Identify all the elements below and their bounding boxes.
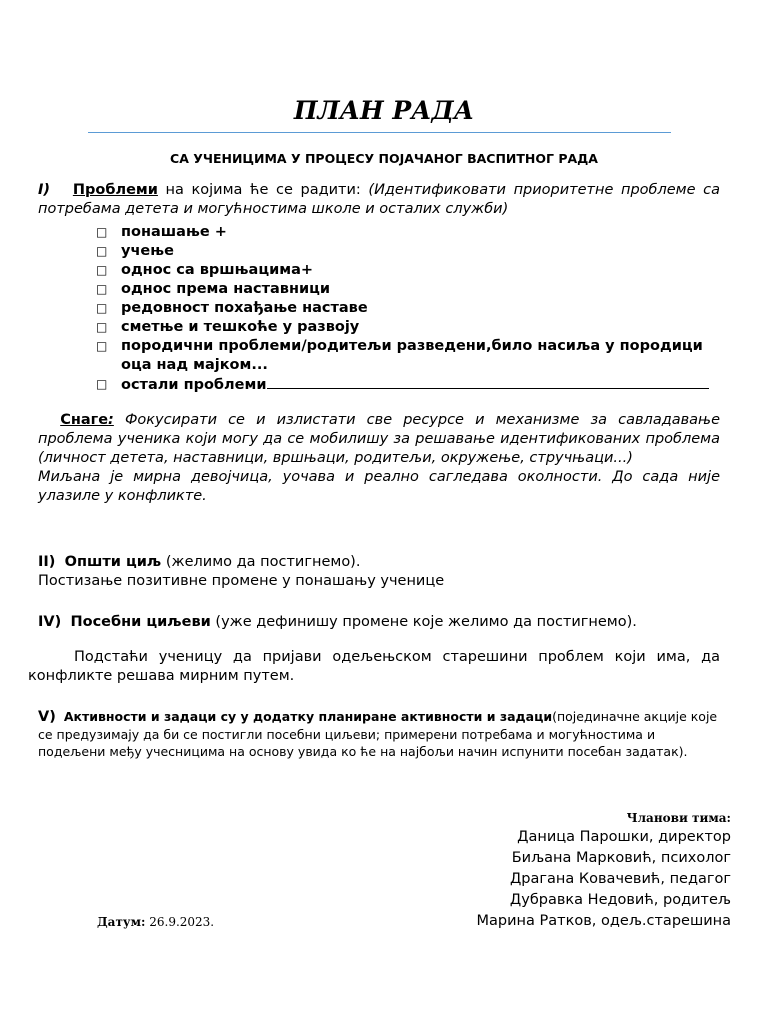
specific-goals-numeral: IV): [38, 614, 62, 630]
team-member: Дубравка Недовић, родитељ: [509, 892, 731, 908]
date-label: Датум:: [97, 915, 146, 929]
list-item: □ редовност похађање наставе: [96, 300, 368, 316]
general-goal-section: [38, 553, 720, 591]
team-member: Даница Парошки, директор: [517, 829, 731, 845]
list-item: □ сметње и тешкоће у развоју: [96, 319, 360, 335]
list-item: □ однос према наставници: [96, 281, 331, 297]
page-title: ПЛАН РАДА: [293, 96, 475, 125]
strengths-colon: :: [108, 412, 114, 428]
general-goal-heading: Општи циљ: [64, 554, 162, 570]
team-member: Марина Ратков, одељ.старешина: [476, 913, 731, 929]
problems-heading: Проблеми: [72, 182, 158, 198]
checkbox-icon: □: [96, 225, 108, 239]
checkbox-icon: □: [96, 282, 108, 296]
strengths-section: [38, 411, 720, 506]
general-goal-note: (желимо да постигнемо).: [161, 554, 361, 570]
problems-checklist: [96, 223, 721, 395]
checkbox-icon: □: [96, 244, 108, 258]
date-value: 26.9.2023.: [145, 915, 215, 929]
strengths-text: Миљана је мирна девојчица, уочава и реално сагледава околности. До сада није улазиле у конфликте.: [38, 469, 720, 504]
problems-numeral: I): [38, 182, 51, 198]
list-item: □ остали проблеми: [96, 375, 721, 395]
specific-goals-note: (уже дефинишу промене које желимо да постигнемо).: [210, 614, 637, 630]
checkbox-icon: □: [96, 339, 108, 353]
list-item: □ учење: [96, 243, 174, 259]
strengths-heading: Снаге: [60, 412, 109, 428]
specific-goals-section: [38, 613, 720, 632]
checkbox-icon: □: [96, 301, 108, 315]
checkbox-icon: □: [96, 320, 108, 334]
title-underline: [88, 132, 671, 133]
document-date: [97, 915, 214, 929]
activities-numeral: V): [38, 709, 56, 725]
page-subtitle: СА УЧЕНИЦИМА У ПРОЦЕСУ ПОЈАЧАНОГ ВАСПИТНОГ РАДА: [170, 151, 598, 166]
checkbox-icon: □: [96, 377, 108, 391]
checkbox-icon: □: [96, 263, 108, 277]
problems-note: (Идентификовати приоритетне проблеме са потребама детета и могућностима школе и осталих служби): [38, 182, 720, 217]
specific-goals-text: Подстаћи ученицу да пријави одељењском старешини проблем који има, да конфликте решава мирним путем.: [28, 649, 720, 684]
activities-note: (појединачне акције које се предузимају да би се постигли посебни циљеви; примерени потребама и могућностима и подељени међу учесницима на основу увида ко ће на најбољи начин испунити посебан задатак).: [38, 709, 718, 759]
general-goal-text: Постизање позитивне промене у понашању ученице: [38, 573, 445, 589]
general-goal-numeral: II): [38, 554, 56, 570]
list-item: □ однос са вршњацима+: [96, 262, 314, 278]
team-member: Биљана Марковић, психолог: [511, 850, 731, 866]
activities-section: [38, 708, 722, 760]
problems-section: [38, 181, 720, 219]
strengths-note: Фокусирати се и излистати све ресурсе и механизме за савладавање проблема ученика који могу да се мобилишу за решавање идентификованих проблема (личност детета, наставници, вршњаци, родитељи, окружење, стручњаци...): [38, 412, 720, 466]
team-members: [477, 810, 731, 932]
activities-heading: Активности и задаци су у додатку планиране активности и задаци: [63, 709, 553, 724]
problems-intro: на којима ће се радити:: [157, 182, 369, 198]
team-heading: Чланови тима:: [626, 811, 731, 825]
blank-line: [267, 375, 709, 389]
team-member: Драгана Ковачевић, педагог: [509, 871, 731, 887]
list-item: □ породични проблеми/родитељи разведени,било насиља у породици оца над мајком...: [96, 338, 703, 373]
list-item: □ понашање +: [96, 224, 227, 240]
specific-goals-heading: Посебни циљеви: [70, 614, 211, 630]
